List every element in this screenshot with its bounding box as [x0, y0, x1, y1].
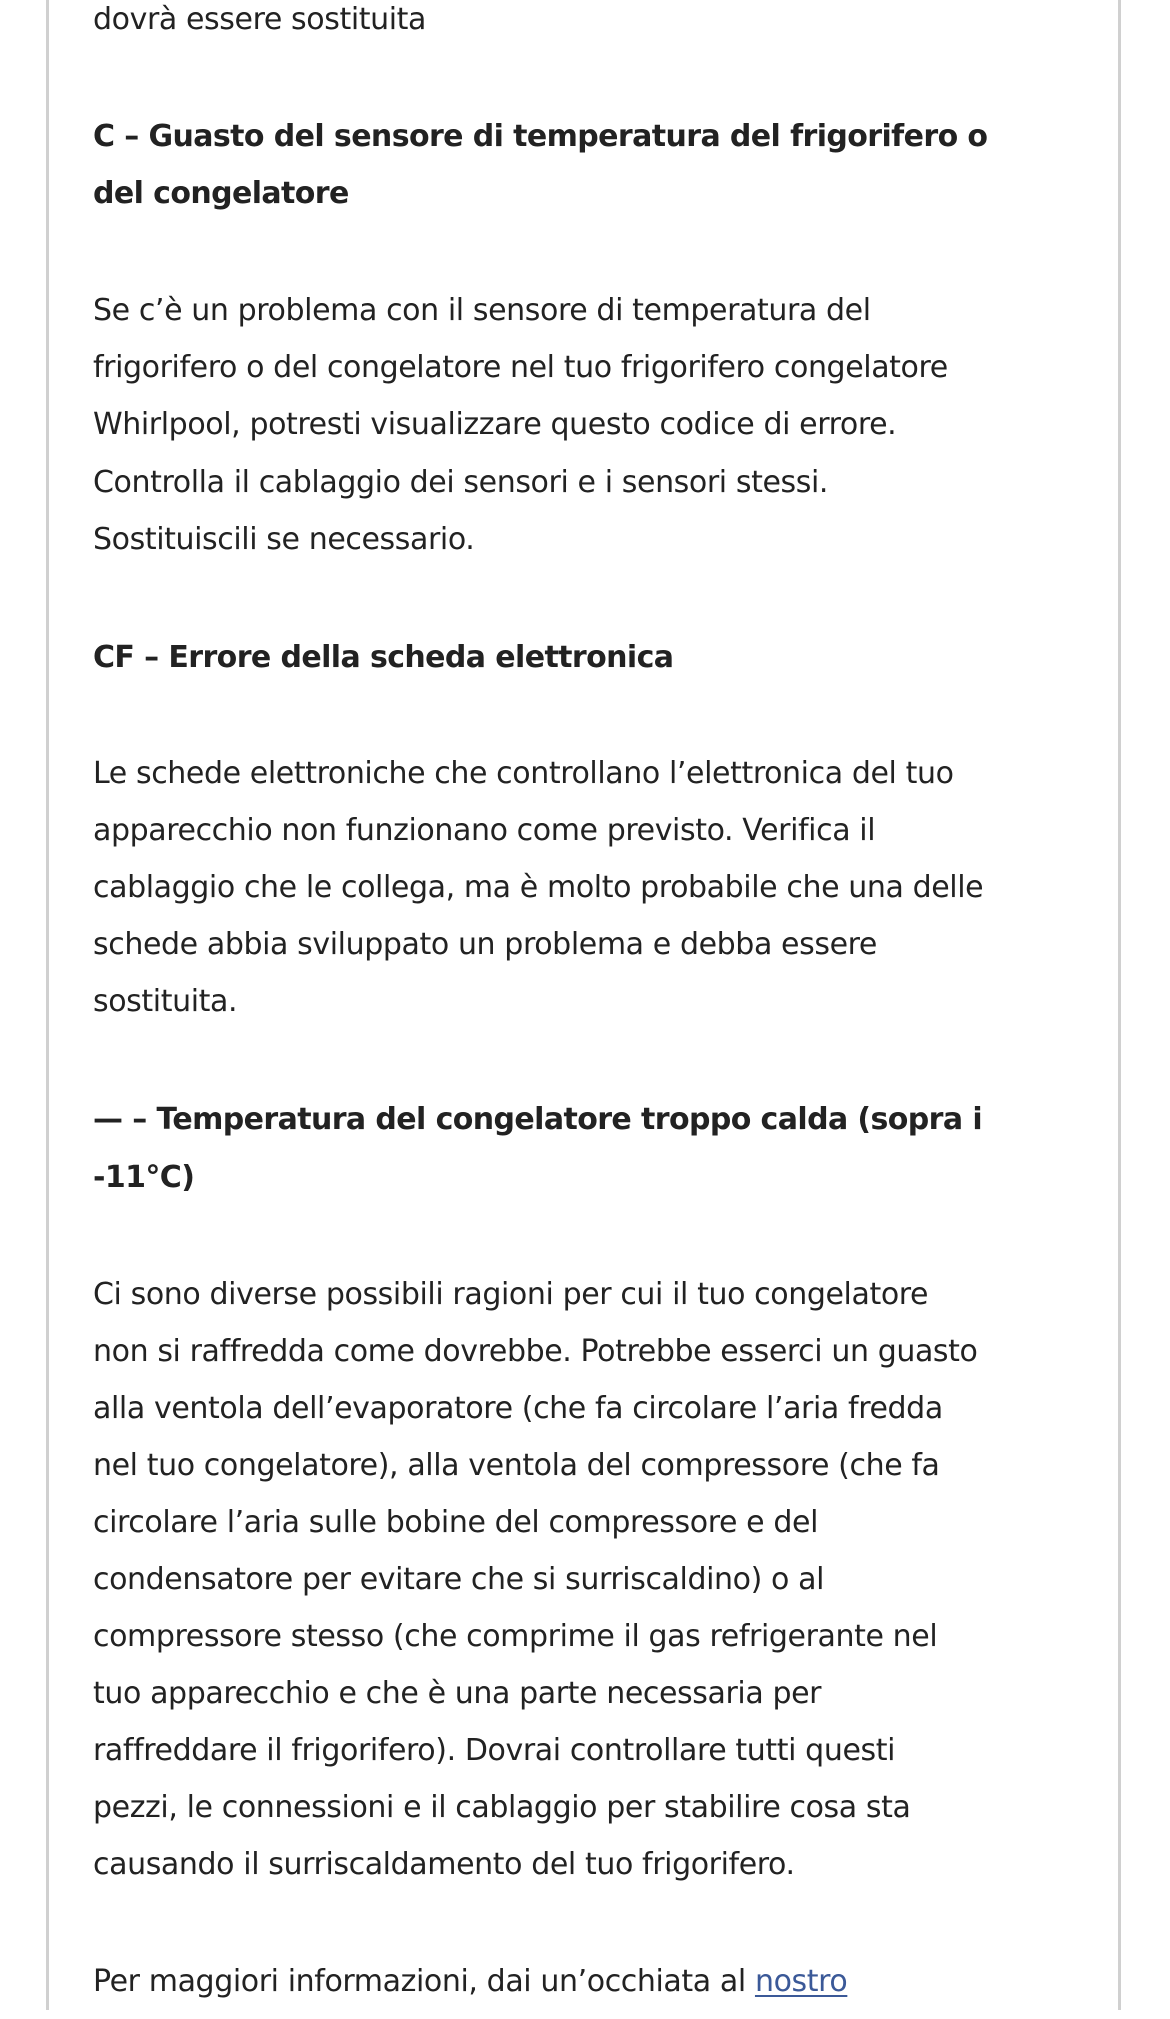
- paragraph-line: apparecchio non funzionano come previsto. Verifica il: [93, 813, 876, 848]
- paragraph-line: condensatore per evitare che si surriscaldino) o al: [93, 1562, 825, 1597]
- section-heading: -11°C): [93, 1160, 195, 1195]
- section-heading: — – Temperatura del congelatore troppo calda (sopra i: [93, 1102, 983, 1137]
- paragraph-line: nel tuo congelatore), alla ventola del compressore (che fa: [93, 1448, 940, 1483]
- paragraph-line: Se c’è un problema con il sensore di temperatura del: [93, 293, 871, 328]
- paragraph-line: Le schede elettroniche che controllano l’elettronica del tuo: [93, 756, 954, 791]
- paragraph-line: compressore stesso (che comprime il gas refrigerante nel: [93, 1619, 938, 1654]
- paragraph-line: raffreddare il frigorifero). Dovrai controllare tutti questi: [93, 1733, 896, 1768]
- intro-tail-text: dovrà essere sostituita: [93, 2, 427, 37]
- paragraph-line: alla ventola dell’evaporatore (che fa circolare l’aria fredda: [93, 1391, 943, 1426]
- paragraph-line: Controlla il cablaggio dei sensori e i sensori stessi.: [93, 465, 829, 500]
- paragraph-line: circolare l’aria sulle bobine del compressore e del: [93, 1505, 819, 1540]
- paragraph-line: schede abbia sviluppato un problema e debba essere: [93, 927, 877, 962]
- paragraph-line: non si raffredda come dovrebbe. Potrebbe esserci un guasto: [93, 1334, 978, 1369]
- paragraph-line: causando il surriscaldamento del tuo frigorifero.: [93, 1847, 795, 1882]
- paragraph-line: pezzi, le connessioni e il cablaggio per stabilire cosa sta: [93, 1790, 911, 1825]
- paragraph-line: sostituita.: [93, 984, 238, 1019]
- more-info-line: [93, 1962, 847, 2019]
- paragraph-line: frigorifero o del congelatore nel tuo frigorifero congelatore: [93, 350, 948, 385]
- section-heading: del congelatore: [93, 176, 349, 211]
- more-info-text: Per maggiori informazioni, dai un’occhiata al: [93, 1964, 755, 1999]
- more-info-link[interactable]: nostro: [754, 1964, 848, 1999]
- paragraph-line: Sostituiscili se necessario.: [93, 522, 475, 557]
- paragraph-line: tuo apparecchio e che è una parte necessaria per: [93, 1676, 822, 1711]
- paragraph-line: Whirlpool, potresti visualizzare questo codice di errore.: [93, 407, 897, 442]
- paragraph-line: cablaggio che le collega, ma è molto probabile che una delle: [93, 870, 984, 905]
- section-heading: CF – Errore della scheda elettronica: [93, 640, 674, 675]
- paragraph-line: Ci sono diverse possibili ragioni per cui il tuo congelatore: [93, 1277, 929, 1312]
- section-heading: C – Guasto del sensore di temperatura del frigorifero o: [93, 119, 988, 154]
